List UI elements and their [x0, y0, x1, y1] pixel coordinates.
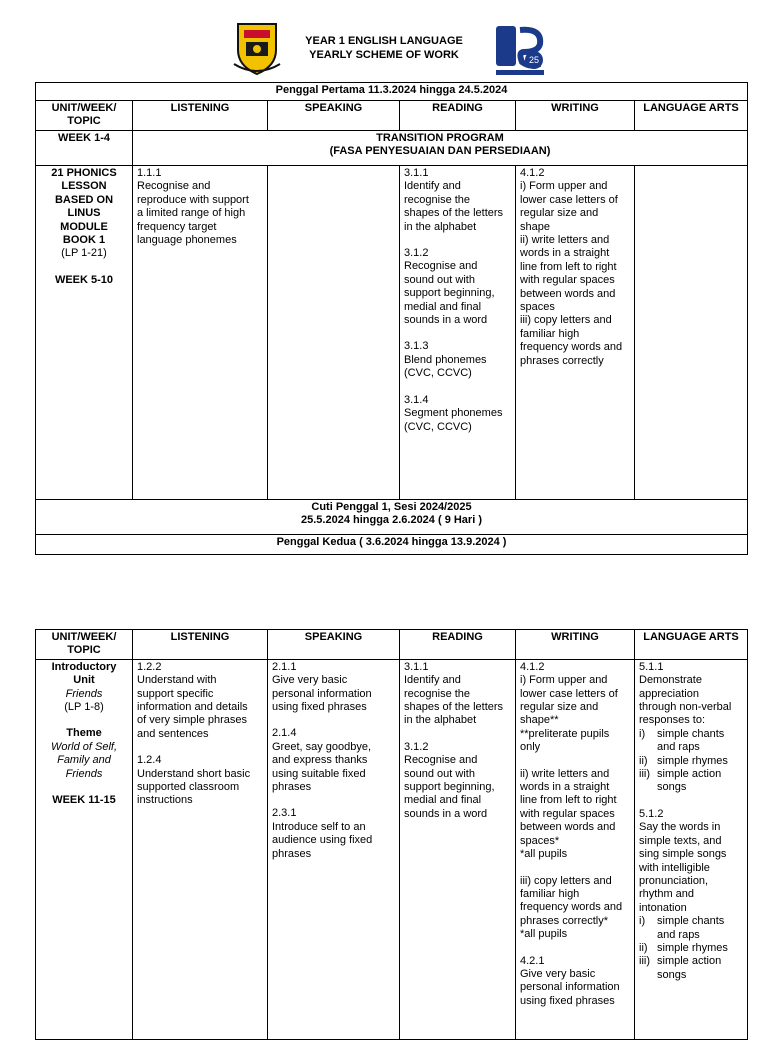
text-line: with intelligible — [639, 861, 710, 874]
text-line: 3.1.2 — [404, 247, 429, 260]
text-line: with regular spaces — [520, 274, 615, 287]
text-line: regular size and — [520, 207, 599, 220]
text-line: lower case letters of — [520, 687, 618, 700]
theme-label: Theme — [66, 727, 102, 740]
text-line: sound out with — [404, 273, 475, 286]
text-line: Understand short basic — [137, 767, 251, 780]
text-line: and sentences — [137, 727, 209, 740]
text-line: frequency words and — [520, 341, 623, 354]
document-title — [290, 34, 478, 62]
text-line: phrases — [272, 781, 312, 794]
title-line-2: YEARLY SCHEME OF WORK — [309, 49, 459, 61]
text-line: (CVC, CCVC) — [404, 367, 472, 380]
col-header-writing: WRITING — [516, 630, 635, 660]
text-line: of very simple phrases — [137, 714, 248, 727]
list-marker: i) — [639, 915, 646, 928]
text-line: through non-verbal — [639, 701, 732, 714]
list-text: simple action songs — [657, 955, 722, 981]
theme-line: Friends — [65, 767, 103, 780]
text-line: (CVC, CCVC) — [404, 420, 472, 433]
phonics-unit-cell — [36, 166, 133, 500]
text-line: information and details — [137, 701, 248, 714]
text-line: familiar high — [520, 887, 580, 900]
text-line: 5.1.1 — [639, 660, 664, 673]
text-line: sounds in a word — [404, 314, 488, 327]
introductory-unit-row — [36, 659, 748, 1039]
text-line: sound out with — [404, 767, 475, 780]
text-line: spaces — [520, 301, 555, 314]
text-line: Segment phonemes — [404, 407, 503, 420]
text-line: Understand with — [137, 674, 217, 687]
text-line: shape** — [520, 714, 559, 727]
list-item — [639, 955, 743, 982]
text-line: iii) copy letters and — [520, 874, 612, 887]
text-line: phrases correctly* — [520, 914, 609, 927]
text-line: sing simple songs — [639, 848, 727, 861]
transition-subtitle: (FASA PENYESUAIAN DAN PERSEDIAAN) — [329, 145, 551, 158]
col-header-listening: LISTENING — [133, 630, 268, 660]
text-line: shapes of the letters — [404, 207, 504, 220]
col-header-reading: READING — [400, 101, 516, 131]
text-line: 1.1.1 — [137, 167, 162, 179]
page-header — [0, 0, 768, 80]
unit-lp: (LP 1-8) — [64, 701, 104, 714]
text-line: with regular spaces — [520, 807, 615, 820]
list-item — [639, 942, 743, 955]
text-line: 4.2.1 — [520, 954, 545, 967]
col-header-speaking: SPEAKING — [268, 630, 400, 660]
text-line: personal information — [272, 687, 372, 700]
list-item — [639, 755, 743, 768]
intro-language-arts-cell — [635, 659, 748, 1039]
text-line: in the alphabet — [404, 714, 477, 727]
list-text: simple action songs — [657, 768, 722, 794]
theme-line: Family and — [57, 754, 111, 767]
text-line: support beginning, — [404, 287, 495, 300]
intro-unit-cell — [36, 659, 133, 1039]
text-line: instructions — [137, 794, 193, 807]
phonics-row — [36, 166, 748, 500]
phonics-listening-cell — [133, 166, 268, 500]
col-header-unit: UNIT/WEEK/ TOPIC — [36, 630, 133, 660]
header-row — [36, 630, 748, 660]
intro-writing-cell — [516, 659, 635, 1039]
text-line: 1.2.4 — [137, 754, 162, 767]
text-line: audience using fixed — [272, 834, 373, 847]
phonics-reading-cell — [400, 166, 516, 500]
text-line: 5.1.2 — [639, 807, 664, 820]
theme-line: World of Self, — [50, 740, 118, 753]
phonics-unit-line: BOOK 1 — [62, 234, 106, 247]
col-header-listening: LISTENING — [133, 101, 268, 131]
text-line: words in a straight — [520, 247, 610, 260]
text-line: between words and — [520, 287, 616, 300]
header-row — [36, 101, 748, 131]
text-line: using fixed phrases — [520, 994, 615, 1007]
text-line: Say the words in — [639, 821, 721, 834]
list-marker: ii) — [639, 941, 648, 954]
col-header-writing: WRITING — [516, 101, 635, 131]
phonics-unit-line: MODULE — [60, 220, 108, 233]
text-line: Identify and — [404, 674, 461, 687]
text-line: phrases correctly — [520, 354, 604, 367]
text-line: words in a straight — [520, 781, 610, 794]
phonics-writing-cell — [516, 166, 635, 500]
school-crest-logo — [232, 20, 282, 76]
text-line: intonation — [639, 901, 687, 914]
text-line: medial and final — [404, 300, 482, 313]
text-line: *all pupils — [520, 928, 568, 941]
text-line: supported classroom — [137, 781, 240, 794]
intro-speaking-cell — [268, 659, 400, 1039]
col-header-reading: READING — [400, 630, 516, 660]
list-marker: ii) — [639, 754, 648, 767]
list-text: simple rhymes — [657, 941, 728, 954]
text-line: Give very basic — [520, 967, 596, 980]
text-line: line from left to right — [520, 794, 617, 807]
text-line: Give very basic — [272, 674, 348, 687]
list-text: simple rhymes — [657, 754, 728, 767]
col-header-language-arts: LANGUAGE ARTS — [635, 630, 748, 660]
unit-topic: Friends — [65, 687, 103, 700]
unit-name: Unit — [73, 674, 95, 687]
list-text: simple chants and raps — [657, 915, 725, 941]
text-line: Recognise and — [137, 180, 211, 193]
holiday-dates: 25.5.2024 hingga 2.6.2024 ( 9 Hari ) — [301, 514, 482, 527]
text-line: only — [520, 741, 541, 754]
transition-title: TRANSITION PROGRAM — [376, 132, 504, 144]
text-line: 3.1.3 — [404, 340, 429, 353]
text-line: familiar high — [520, 327, 580, 340]
phonics-unit-line: LESSON — [61, 180, 107, 193]
text-line: personal information — [520, 981, 620, 994]
text-line: shape — [520, 220, 550, 233]
text-line: regular size and — [520, 701, 599, 714]
text-line: 3.1.1 — [404, 660, 429, 673]
text-line: spaces* — [520, 834, 560, 847]
phonics-week: WEEK 5-10 — [54, 273, 114, 286]
text-line: using suitable fixed — [272, 767, 366, 780]
text-line: recognise the — [404, 193, 471, 206]
text-line: responses to: — [639, 714, 706, 727]
phonics-speaking-cell — [268, 166, 400, 500]
text-line: and express thanks — [272, 754, 368, 767]
text-line: support specific — [137, 687, 214, 700]
unit-name: Introductory — [51, 660, 117, 673]
col-header-unit: UNIT/WEEK/ TOPIC — [36, 101, 133, 131]
text-line: 4.1.2 — [520, 660, 545, 673]
phonics-unit-line: BASED ON — [54, 193, 114, 206]
unit-week: WEEK 11-15 — [52, 794, 116, 807]
term-2-banner: Penggal Kedua ( 3.6.2024 hingga 13.9.2024 ) — [36, 535, 748, 555]
holiday-row — [36, 500, 748, 535]
list-marker: i) — [639, 727, 646, 740]
text-line: 2.1.4 — [272, 727, 297, 740]
transition-row — [36, 131, 748, 166]
text-line: Recognise and — [404, 260, 478, 273]
scheme-table-term-2 — [35, 629, 748, 1040]
text-line: phrases — [272, 847, 312, 860]
logo-number: 25 — [528, 55, 540, 65]
term-1-banner: Penggal Pertama 11.3.2024 hingga 24.5.2024 — [36, 83, 748, 101]
intro-listening-cell — [133, 659, 268, 1039]
holiday-title: Cuti Penggal 1, Sesi 2024/2025 — [311, 501, 472, 513]
phonics-unit-line: LINUS — [67, 207, 101, 220]
text-line: 3.1.2 — [404, 740, 429, 753]
text-line: *all pupils — [520, 848, 568, 861]
text-line: simple texts, and — [639, 834, 722, 847]
text-line: i) Form upper and — [520, 180, 608, 193]
text-line: 1.2.2 — [137, 660, 162, 673]
text-line: 2.1.1 — [272, 660, 297, 673]
text-line: ii) write letters and — [520, 767, 610, 780]
transition-program-cell — [133, 131, 748, 166]
text-line: shapes of the letters — [404, 701, 504, 714]
phonics-language-arts-cell — [635, 166, 748, 500]
phonics-unit-line: 21 PHONICS — [51, 167, 117, 179]
title-line-1: YEAR 1 ENGLISH LANGUAGE — [305, 35, 463, 47]
text-line: Demonstrate — [639, 674, 702, 687]
text-line: between words and — [520, 821, 616, 834]
text-line: 3.1.1 — [404, 167, 429, 179]
text-line: Greet, say goodbye, — [272, 740, 372, 753]
text-line: a limited range of high — [137, 207, 246, 220]
text-line: lower case letters of — [520, 193, 618, 206]
text-line: medial and final — [404, 794, 482, 807]
text-line: frequency target — [137, 220, 217, 233]
text-line: language phonemes — [137, 234, 237, 247]
text-line: line from left to right — [520, 260, 617, 273]
scheme-table-term-1 — [35, 82, 748, 555]
text-line: Blend phonemes — [404, 353, 487, 366]
text-line: appreciation — [639, 687, 699, 700]
text-line: recognise the — [404, 687, 471, 700]
text-line: Identify and — [404, 180, 461, 193]
text-line: reproduce with support — [137, 193, 249, 206]
ministry-logo — [492, 22, 548, 78]
text-line: support beginning, — [404, 781, 495, 794]
list-item — [639, 768, 743, 795]
text-line: using fixed phrases — [272, 701, 367, 714]
col-header-language-arts: LANGUAGE ARTS — [635, 101, 748, 131]
list-item — [639, 915, 743, 942]
text-line: i) Form upper and — [520, 674, 608, 687]
text-line: ii) write letters and — [520, 234, 610, 247]
text-line: rhythm and — [639, 888, 695, 901]
list-marker: iii) — [639, 955, 650, 968]
text-line: **preliterate pupils — [520, 727, 610, 740]
col-header-speaking: SPEAKING — [268, 101, 400, 131]
text-line: frequency words and — [520, 901, 623, 914]
text-line: pronunciation, — [639, 874, 709, 887]
text-line: in the alphabet — [404, 220, 477, 233]
list-marker: iii) — [639, 768, 650, 781]
phonics-lp: (LP 1-21) — [61, 247, 107, 260]
text-line: iii) copy letters and — [520, 314, 612, 327]
text-line: 3.1.4 — [404, 393, 429, 406]
text-line: Introduce self to an — [272, 820, 366, 833]
text-line: 4.1.2 — [520, 167, 545, 179]
list-item — [639, 728, 743, 755]
holiday-cell — [36, 500, 748, 535]
intro-reading-cell — [400, 659, 516, 1039]
week-1-4-label: WEEK 1-4 — [36, 131, 133, 166]
text-line: sounds in a word — [404, 807, 488, 820]
text-line: Recognise and — [404, 754, 478, 767]
list-text: simple chants and raps — [657, 727, 725, 754]
text-line: 2.3.1 — [272, 807, 297, 820]
